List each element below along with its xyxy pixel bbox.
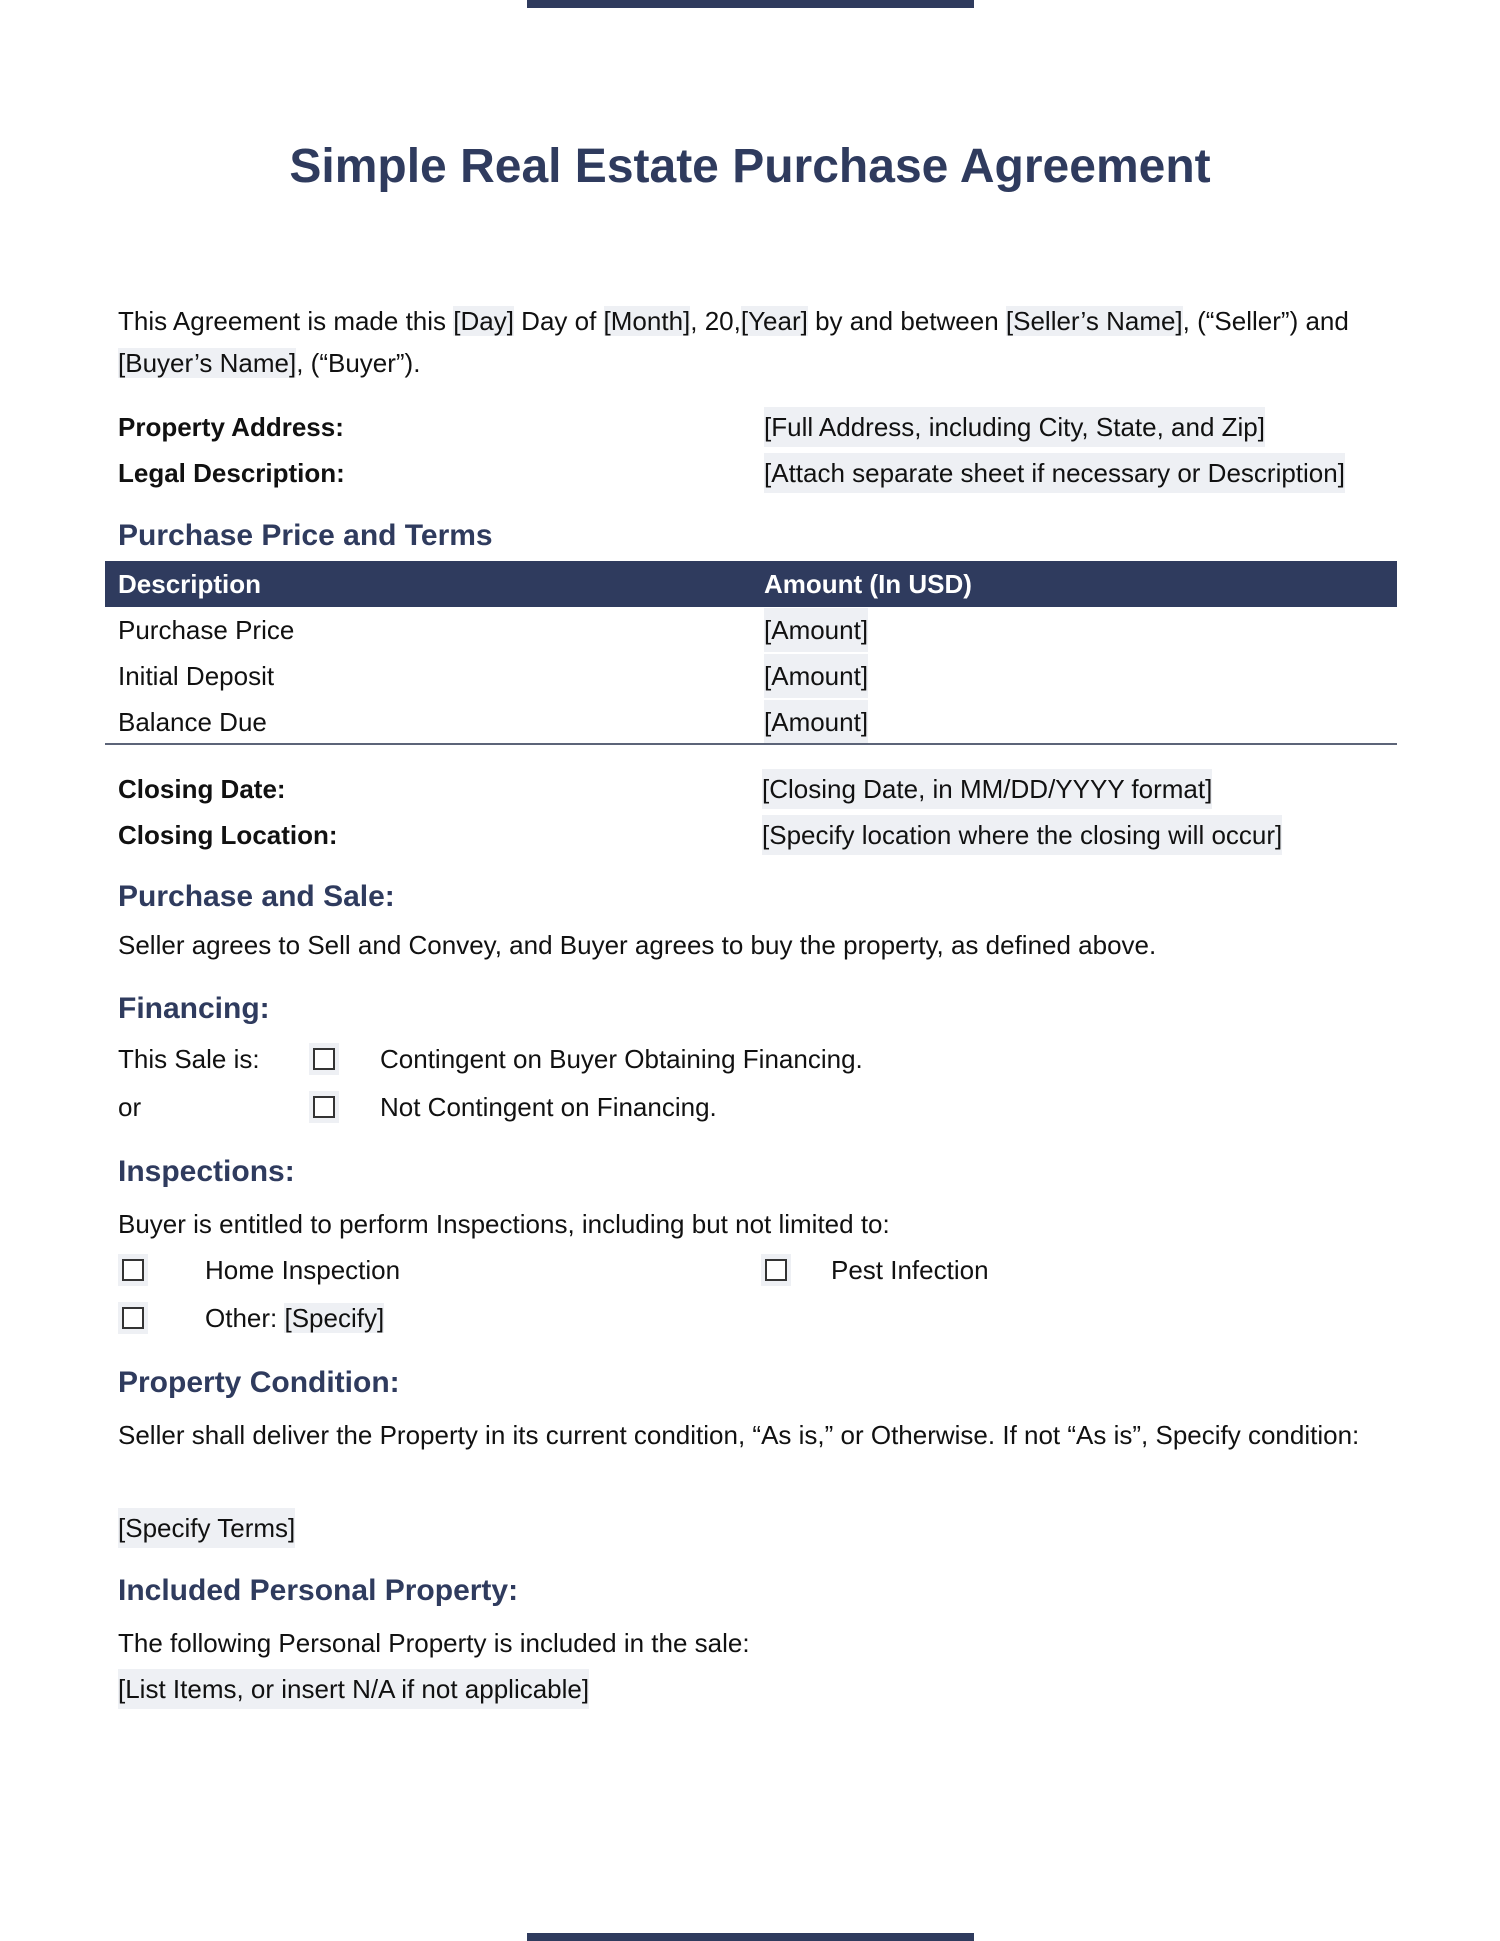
closing-location-label: Closing Location: (118, 820, 338, 850)
table-row (105, 608, 1397, 652)
agreement-intro (118, 300, 1398, 384)
closing-date-field[interactable]: [Closing Date, in MM/DD/YYYY format] (762, 769, 1212, 809)
personal-property-items-field[interactable]: [List Items, or insert N/A if not applicable] (118, 1669, 589, 1709)
purchase-sale-heading: Purchase and Sale: (118, 880, 395, 913)
balance-due-amount-field[interactable]: [Amount] (764, 700, 868, 744)
other-inspection-field[interactable]: [Specify] (284, 1303, 385, 1333)
financing-not-contingent-label: Not Contingent on Financing. (380, 1092, 717, 1122)
price-terms-heading: Purchase Price and Terms (118, 519, 493, 552)
financing-contingent-label: Contingent on Buyer Obtaining Financing. (380, 1044, 863, 1074)
table-row (105, 654, 1397, 698)
other-inspection-checkbox[interactable] (122, 1307, 144, 1329)
property-address-field[interactable]: [Full Address, including City, State, and Zip] (764, 407, 1265, 447)
row-description: Balance Due (118, 707, 267, 737)
home-inspection-label: Home Inspection (205, 1255, 401, 1285)
financing-not-contingent-checkbox[interactable] (313, 1096, 335, 1118)
page-title: Simple Real Estate Purchase Agreement (289, 140, 1211, 193)
inspections-text: Buyer is entitled to perform Inspections, including but not limited to: (118, 1209, 890, 1239)
month-field[interactable]: [Month] (603, 306, 691, 336)
table-bottom-border (105, 743, 1397, 745)
pest-inspection-label: Pest Infection (831, 1255, 989, 1285)
home-inspection-checkbox[interactable] (122, 1259, 144, 1281)
legal-description-label: Legal Description: (118, 458, 345, 488)
intro-text: This Agreement is made this (118, 306, 454, 336)
intro-text: Day of (513, 306, 604, 336)
pest-inspection-checkbox[interactable] (765, 1259, 787, 1281)
purchase-sale-text: Seller agrees to Sell and Convey, and Buyer agrees to buy the property, as defined above. (118, 930, 1157, 960)
intro-text: , (“Buyer”). (296, 348, 421, 378)
price-table-header (105, 561, 1397, 607)
property-condition-heading: Property Condition: (118, 1366, 400, 1399)
condition-terms-field[interactable]: [Specify Terms] (118, 1508, 295, 1548)
initial-deposit-amount-field[interactable]: [Amount] (764, 654, 868, 698)
financing-or-text: or (118, 1092, 142, 1122)
legal-description-field[interactable]: [Attach separate sheet if necessary or Description] (764, 453, 1345, 493)
property-address-label: Property Address: (118, 412, 344, 442)
closing-date-row (118, 769, 1398, 809)
header-tab (527, 0, 974, 8)
financing-contingent-checkbox[interactable] (313, 1048, 335, 1070)
purchase-price-amount-field[interactable]: [Amount] (764, 608, 868, 652)
other-inspection-text: Other: (205, 1303, 285, 1333)
table-row (105, 700, 1397, 744)
intro-text: , (“Seller”) and (1182, 306, 1349, 336)
financing-prefix: This Sale is: (118, 1044, 260, 1074)
other-inspection-label (205, 1298, 384, 1338)
closing-date-label: Closing Date: (118, 774, 286, 804)
day-field[interactable]: [Day] (453, 306, 514, 336)
closing-location-row (118, 815, 1398, 855)
column-header-amount: Amount (In USD) (764, 569, 972, 599)
column-header-description: Description (118, 569, 262, 599)
property-condition-text: Seller shall deliver the Property in its current condition, “As is,” or Otherwise. If not “As is”, Specify condition: (118, 1420, 1360, 1450)
financing-heading: Financing: (118, 992, 270, 1025)
row-description: Purchase Price (118, 615, 295, 645)
personal-property-text: The following Personal Property is included in the sale: (118, 1628, 750, 1658)
closing-location-field[interactable]: [Specify location where the closing will occur] (762, 815, 1282, 855)
personal-property-heading: Included Personal Property: (118, 1574, 519, 1607)
seller-name-field[interactable]: [Seller’s Name] (1005, 306, 1183, 336)
intro-text: , 20, (690, 306, 741, 336)
footer-tab (527, 1933, 974, 1941)
row-description: Initial Deposit (118, 661, 275, 691)
property-address-row (118, 407, 1398, 447)
year-field[interactable]: [Year] (740, 306, 808, 336)
inspections-heading: Inspections: (118, 1155, 295, 1188)
buyer-name-field[interactable]: [Buyer’s Name] (118, 348, 297, 378)
legal-description-row (118, 453, 1398, 493)
intro-text: by and between (807, 306, 1006, 336)
